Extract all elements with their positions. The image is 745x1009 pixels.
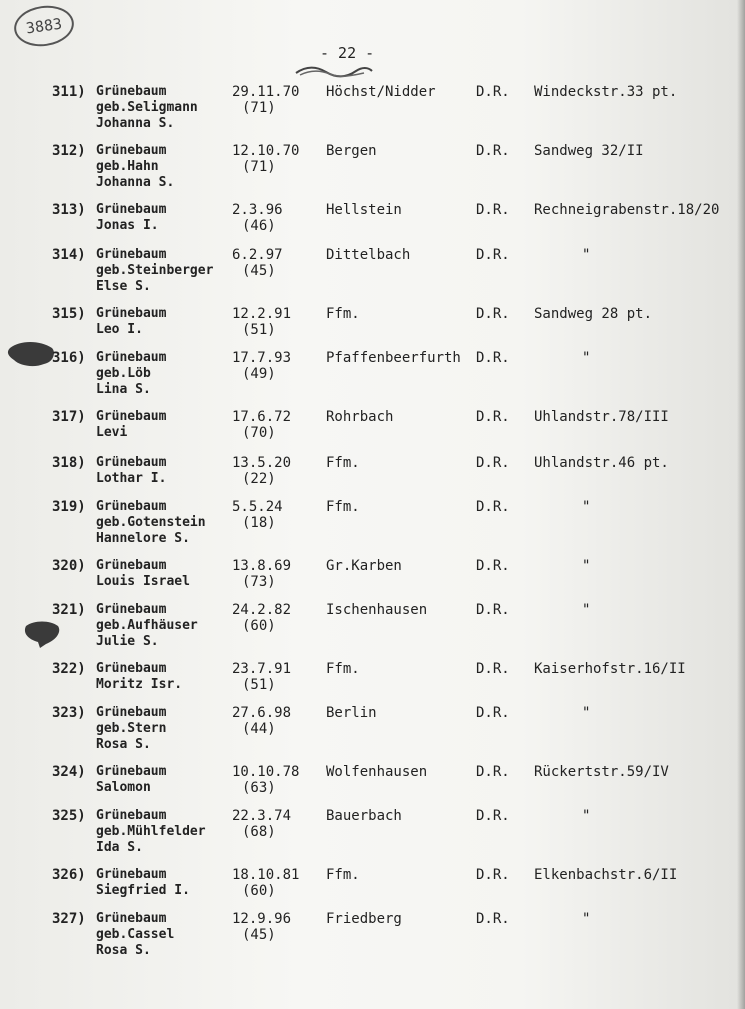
entry-number: 322) [52,661,86,677]
name-line: Grünebaum [96,705,167,720]
date-value: 29.11.70 [232,84,300,100]
entry-number: 321) [52,602,86,618]
address: Sandweg 28 pt. [534,306,653,322]
birth-place: Bauerbach [326,808,402,824]
name-line: geb.Löb [96,366,151,381]
date-value: 2.3.96 [232,202,283,218]
date-value: 18.10.81 [232,867,300,883]
name-line: Grünebaum [96,202,167,217]
birth-date [232,84,316,116]
entry-number: 327) [52,911,86,927]
date-value: 23.7.91 [232,661,292,677]
list-item [0,808,745,864]
entry-number: 319) [52,499,86,515]
birth-place: Hellstein [326,202,402,218]
name-line: Grünebaum [96,247,167,262]
nationality: D.R. [476,705,510,721]
name-line: Ida S. [96,840,143,855]
entry-number: 326) [52,867,86,883]
entry-number: 317) [52,409,86,425]
name-line: Grünebaum [96,602,167,617]
name-line: Grünebaum [96,867,167,882]
list-item [0,143,745,199]
nationality: D.R. [476,499,510,515]
date-value: 12.9.96 [232,911,292,927]
address: Kaiserhofstr.16/II [534,661,686,677]
birth-place: Ffm. [326,499,360,515]
name-line: Grünebaum [96,143,167,158]
age-value: (49) [242,366,276,382]
list-item [0,499,745,555]
entry-number: 325) [52,808,86,824]
name-line: geb.Cassel [96,927,175,942]
birth-date [232,705,316,737]
address: " [582,808,591,824]
date-value: 13.5.20 [232,455,292,471]
nationality: D.R. [476,247,510,263]
age-value: (63) [242,780,276,796]
age-value: (18) [242,515,276,531]
entry-number: 314) [52,247,86,263]
person-name [96,455,166,487]
nationality: D.R. [476,143,510,159]
birth-place: Ischenhausen [326,602,428,618]
age-value: (45) [242,927,276,943]
age-value: (60) [242,883,276,899]
birth-date [232,306,316,338]
nationality: D.R. [476,455,510,471]
name-line: Grünebaum [96,499,167,514]
entry-number: 324) [52,764,86,780]
person-name [96,84,198,132]
birth-date [232,661,316,693]
date-value: 17.7.93 [232,350,292,366]
birth-date [232,764,316,796]
birth-date [232,602,316,634]
name-line: Grünebaum [96,661,167,676]
name-line: Johanna S. [96,175,175,190]
nationality: D.R. [476,84,510,100]
person-name [96,808,206,856]
name-line: Grünebaum [96,306,167,321]
nationality: D.R. [476,409,510,425]
nationality: D.R. [476,764,510,780]
birth-date [232,202,316,234]
nationality: D.R. [476,602,510,618]
address: Sandweg 32/II [534,143,644,159]
date-value: 12.10.70 [232,143,300,159]
address: " [582,911,591,927]
name-line: geb.Steinberger [96,263,214,278]
nationality: D.R. [476,867,510,883]
birth-place: Wolfenhausen [326,764,428,780]
address: Uhlandstr.46 pt. [534,455,669,471]
birth-place: Berlin [326,705,377,721]
nationality: D.R. [476,911,510,927]
name-line: Grünebaum [96,409,167,424]
nationality: D.R. [476,306,510,322]
entry-number: 318) [52,455,86,471]
list-item [0,705,745,761]
birth-place: Bergen [326,143,377,159]
age-value: (70) [242,425,276,441]
name-line: Lina S. [96,382,151,397]
entry-number: 312) [52,143,86,159]
nationality: D.R. [476,202,510,218]
person-name [96,350,166,398]
ornament-flourish [294,64,374,80]
age-value: (45) [242,263,276,279]
age-value: (73) [242,574,276,590]
date-value: 17.6.72 [232,409,292,425]
date-value: 13.8.69 [232,558,292,574]
address: Windeckstr.33 pt. [534,84,678,100]
person-name [96,764,166,796]
address: " [582,499,591,515]
birth-date [232,350,316,382]
age-value: (68) [242,824,276,840]
person-name [96,602,198,650]
name-line: Johanna S. [96,116,175,131]
list-item [0,350,745,406]
name-line: Rosa S. [96,737,151,752]
address: Rückertstr.59/IV [534,764,669,780]
name-line: Grünebaum [96,84,167,99]
birth-place: Gr.Karben [326,558,402,574]
person-name [96,247,213,295]
birth-date [232,409,316,441]
name-line: Else S. [96,279,151,294]
list-item [0,602,745,658]
nationality: D.R. [476,808,510,824]
name-line: Moritz Isr. [96,677,183,692]
birth-date [232,558,316,590]
age-value: (46) [242,218,276,234]
age-value: (71) [242,159,276,175]
person-name [96,705,166,753]
name-line: Levi [96,425,128,440]
date-value: 22.3.74 [232,808,292,824]
nationality: D.R. [476,661,510,677]
name-line: Grünebaum [96,808,167,823]
birth-place: Höchst/Nidder [326,84,436,100]
list-item [0,247,745,303]
name-line: geb.Mühlfelder [96,824,206,839]
date-value: 6.2.97 [232,247,283,263]
birth-place: Ffm. [326,306,360,322]
name-line: Grünebaum [96,764,167,779]
birth-date [232,911,316,943]
birth-place: Ffm. [326,867,360,883]
name-line: geb.Hahn [96,159,159,174]
name-line: Louis Israel [96,574,190,589]
person-name [96,409,166,441]
address: Rechneigrabenstr.18/20 [534,202,720,218]
date-value: 10.10.78 [232,764,300,780]
birth-date [232,143,316,175]
entry-number: 315) [52,306,86,322]
entry-number: 311) [52,84,86,100]
archive-stamp: 3883 [12,2,77,50]
date-value: 24.2.82 [232,602,292,618]
person-name [96,143,174,191]
date-value: 27.6.98 [232,705,292,721]
age-value: (60) [242,618,276,634]
person-name [96,499,206,547]
birth-place: Pfaffenbeerfurth [326,350,461,366]
age-value: (44) [242,721,276,737]
birth-place: Ffm. [326,455,360,471]
address: " [582,602,591,618]
age-value: (71) [242,100,276,116]
person-name [96,558,190,590]
entry-number: 316) [52,350,86,366]
name-line: Lothar I. [96,471,167,486]
birth-date [232,247,316,279]
person-name [96,661,182,693]
address: " [582,558,591,574]
name-line: Jonas I. [96,218,159,233]
birth-place: Friedberg [326,911,402,927]
date-value: 12.2.91 [232,306,292,322]
date-value: 5.5.24 [232,499,283,515]
name-line: Grünebaum [96,455,167,470]
birth-place: Ffm. [326,661,360,677]
name-line: Grünebaum [96,558,167,573]
person-name [96,867,190,899]
birth-date [232,499,316,531]
person-name [96,306,166,338]
name-line: Salomon [96,780,151,795]
name-line: Grünebaum [96,911,167,926]
name-line: Siegfried I. [96,883,190,898]
name-line: Rosa S. [96,943,151,958]
birth-date [232,455,316,487]
birth-place: Rohrbach [326,409,394,425]
birth-date [232,867,316,899]
address: " [582,705,591,721]
address: " [582,247,591,263]
address: Elkenbachstr.6/II [534,867,678,883]
person-name [96,911,174,959]
person-name [96,202,166,234]
age-value: (51) [242,322,276,338]
age-value: (51) [242,677,276,693]
name-line: Leo I. [96,322,143,337]
address: Uhlandstr.78/III [534,409,669,425]
name-line: geb.Aufhäuser [96,618,198,633]
address: " [582,350,591,366]
name-line: Hannelore S. [96,531,190,546]
entry-number: 313) [52,202,86,218]
name-line: Grünebaum [96,350,167,365]
list-item [0,911,745,967]
name-line: geb.Gotenstein [96,515,206,530]
nationality: D.R. [476,350,510,366]
name-line: Julie S. [96,634,159,649]
entry-number: 320) [52,558,86,574]
page-number: - 22 - [320,44,375,62]
name-line: geb.Seligmann [96,100,198,115]
age-value: (22) [242,471,276,487]
birth-date [232,808,316,840]
list-item [0,84,745,140]
entry-number: 323) [52,705,86,721]
birth-place: Dittelbach [326,247,411,263]
nationality: D.R. [476,558,510,574]
name-line: geb.Stern [96,721,167,736]
